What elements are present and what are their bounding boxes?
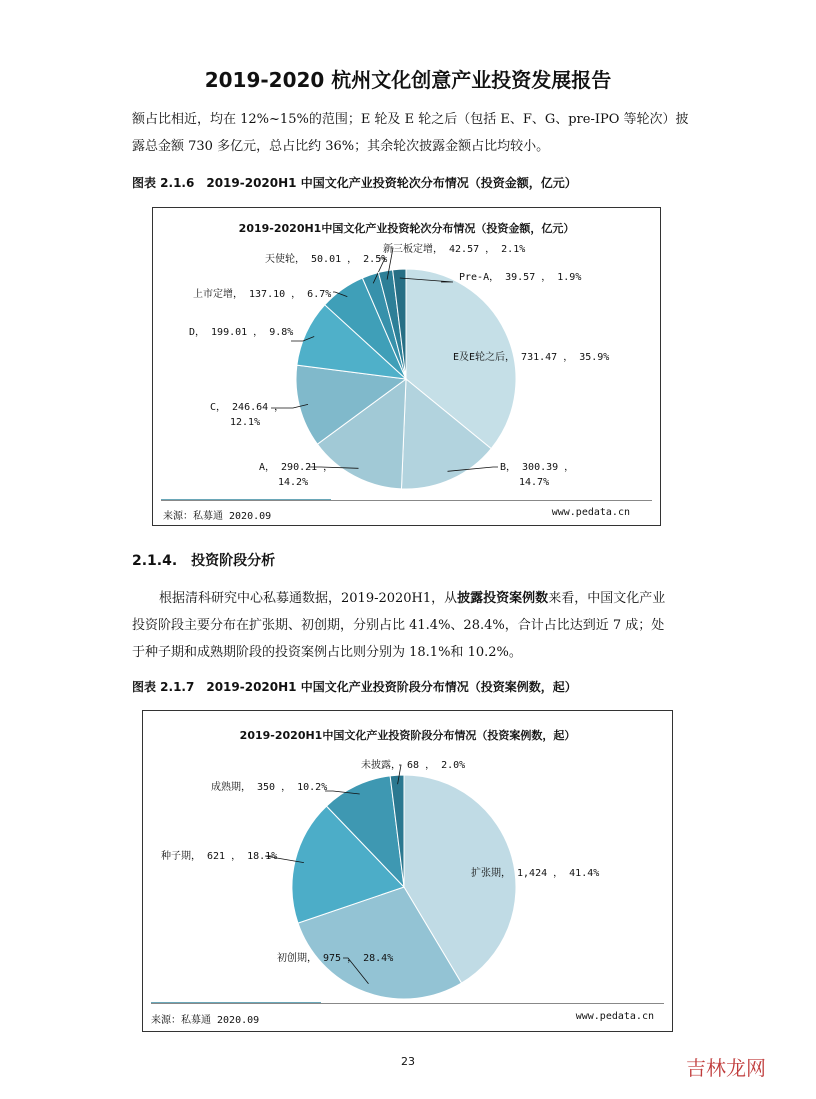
paragraph-text: 来看，中国文化产业 [548, 591, 666, 606]
slice-label-1: B， 300.39 ， [500, 462, 575, 473]
paragraph-line [132, 585, 686, 612]
slice-label-3-line2: 12.1% [230, 417, 261, 428]
chart-rounds-distribution [152, 207, 661, 526]
paragraph-stage-summary [132, 585, 686, 666]
chart-source-divider [161, 500, 652, 501]
slice-label-2-line2: 14.2% [278, 477, 309, 488]
pie-chart-svg [153, 208, 660, 525]
page-header-title: 2019-2020 杭州文化创意产业投资发展报告 [204, 68, 612, 92]
paragraph-line: 于种子期和成熟期阶段的投资案例占比则分别为 18.1%和 10.2%。 [132, 645, 522, 660]
figure-caption-rounds: 图表 2.1.6 2019-2020H1 中国文化产业投资轮次分布情况（投资金额，亿元） [132, 176, 577, 190]
figure-caption-stages: 图表 2.1.7 2019-2020H1 中国文化产业投资阶段分布情况（投资案例数，起） [132, 680, 577, 694]
pie-chart-svg [143, 711, 672, 1031]
paragraph-line: 投资阶段主要分布在扩张期、初创期，分别占比 41.4%、28.4%，合计占比达到近 7 成；处 [132, 618, 665, 633]
slice-label-7: 新三板定增， 42.57 ， 2.1% [383, 244, 526, 255]
chart-source: 来源：私募通 2020.09 [163, 511, 272, 522]
chart-title: 2019-2020H1中国文化产业投资阶段分布情况（投资案例数，起） [239, 729, 576, 742]
slice-label-3: 成熟期， 350 ， 10.2% [211, 782, 328, 793]
paragraph-emphasis: 披露投资案例数 [457, 591, 549, 606]
paragraph-line: 露总金额 730 多亿元，总占比约 36%；其余轮次披露金额占比均较小。 [132, 139, 550, 154]
slice-label-2: A， 290.21 ， [259, 462, 334, 473]
watermark-logo: 吉林龙网 [686, 1056, 766, 1080]
slice-label-1: 初创期， 975 ， 28.4% [277, 953, 394, 964]
slice-label-2: 种子期， 621 ， 18.1% [161, 851, 278, 862]
chart-source: 来源：私募通 2020.09 [151, 1015, 260, 1026]
slice-label-5: 上市定增， 137.10 ， 6.7% [193, 289, 332, 300]
chart-title: 2019-2020H1中国文化产业投资轮次分布情况（投资金额，亿元） [238, 222, 575, 235]
slice-label-4: D， 199.01 ， 9.8% [189, 327, 294, 338]
slice-label-0: 扩张期， 1,424 ， 41.4% [471, 868, 600, 879]
section-heading: 2.1.4. 投资阶段分析 [132, 553, 276, 569]
page-number: 23 [401, 1055, 415, 1068]
chart-stage-distribution [142, 710, 673, 1032]
paragraph-line: 额占比相近，均在 12%~15%的范围；E 轮及 E 轮之后（包括 E、F、G、pre-IPO 等轮次）披 [132, 112, 689, 127]
slice-label-8: Pre-A， 39.57 ， 1.9% [459, 272, 582, 283]
chart-source-divider [151, 1003, 664, 1004]
paragraph-rounds-summary [132, 106, 689, 160]
paragraph-text: 根据清科研究中心私募通数据，2019-2020H1，从 [159, 591, 458, 606]
slice-label-6: 天使轮， 50.01 ， 2.5% [265, 254, 388, 265]
slice-label-3: C， 246.64 ， [210, 402, 285, 413]
chart-source-url: www.pedata.cn [575, 1011, 654, 1022]
chart-source-url: www.pedata.cn [551, 507, 630, 518]
slice-label-1-line2: 14.7% [519, 477, 550, 488]
slice-label-4: 未披露， 68 ， 2.0% [361, 760, 466, 771]
slice-label-0: E及E轮之后， 731.47 ， 35.9% [453, 352, 610, 363]
